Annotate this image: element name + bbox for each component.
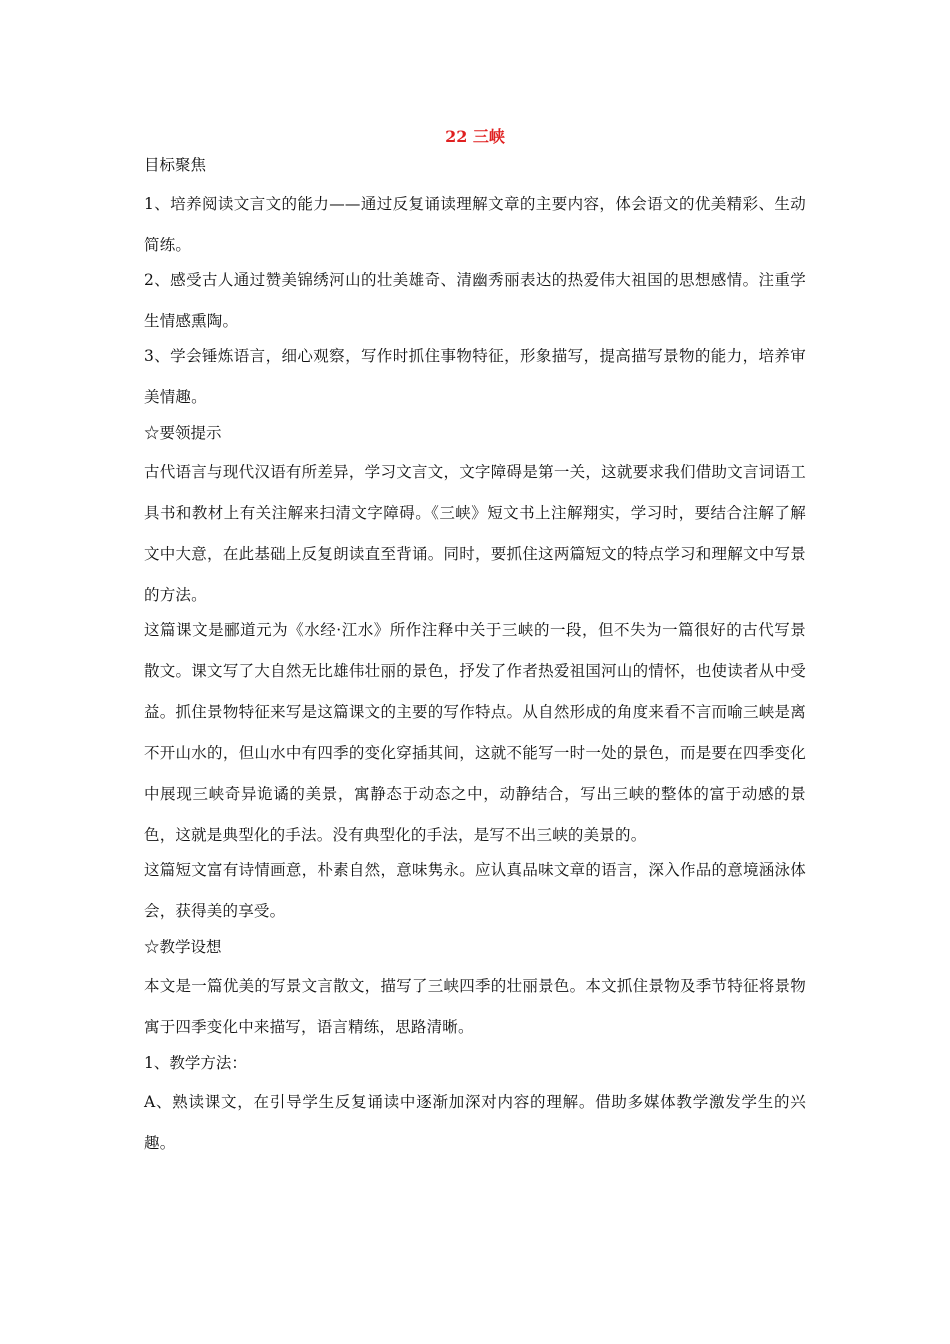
teaching-paragraph: 本文是一篇优美的写景文言散文，描写了三峡四季的壮丽景色。本文抓住景物及季节特征将景物寓于四季变化中来描写，语言精练，思路清晰。 bbox=[144, 977, 806, 1036]
tips-paragraph-3: 这篇短文富有诗情画意，朴素自然，意味隽永。应认真品味文章的语言，深入作品的意境涵泳体会，获得美的享受。 bbox=[144, 861, 806, 920]
goal-2-paragraph: 2、感受古人通过赞美锦绣河山的壮美雄奇、清幽秀丽表达的热爱伟大祖国的思想感情。注重学生情感熏陶。 bbox=[144, 271, 806, 330]
tips-paragraph-1: 古代语言与现代汉语有所差异，学习文言文，文字障碍是第一关，这就要求我们借助文言词语工具书和教材上有关注解来扫清文字障碍。《三峡》短文书上注解翔实，学习时，要结合注解了解文中大意，在此基础上反复朗读直至背诵。同时，要抓住这两篇短文的特点学习和理解文中写景的方法。 bbox=[144, 463, 806, 604]
document-page bbox=[144, 124, 806, 1164]
tips-paragraph-2: 这篇课文是郦道元为《水经·江水》所作注释中关于三峡的一段，但不失为一篇很好的古代写景散文。课文写了大自然无比雄伟壮丽的景色，抒发了作者热爱祖国河山的情怀，也使读者从中受益。抓住景物特征来写是这篇课文的主要的写作特点。从自然形成的角度来看不言而喻三峡是离不开山水的，但山水中有四季的变化穿插其间，这就不能写一时一处的景色，而是要在四季变化中展现三峡奇异诡谲的美景，寓静态于动态之中，动静结合，写出三峡的整体的富于动感的景色，这就是典型化的手法。没有典型化的手法，是写不出三峡的美景的。 bbox=[144, 621, 806, 844]
section-heading-teaching: ☆教学设想 bbox=[144, 938, 222, 956]
section-heading-tips: ☆要领提示 bbox=[144, 424, 222, 442]
subheading-methods: 1、教学方法： bbox=[144, 1054, 247, 1072]
goal-3-paragraph: 3、学会锤炼语言，细心观察，写作时抓住事物特征，形象描写，提高描写景物的能力，培养审美情趣。 bbox=[144, 347, 806, 406]
section-heading-goals: 目标聚焦 bbox=[144, 156, 207, 174]
method-a-paragraph: A、熟读课文，在引导学生反复诵读中逐渐加深对内容的理解。借助多媒体教学激发学生的兴趣。 bbox=[144, 1093, 806, 1152]
goal-1-paragraph: 1、培养阅读文言文的能力——通过反复诵读理解文章的主要内容，体会语文的优美精彩、生动简练。 bbox=[144, 195, 806, 254]
document-title: 22 三峡 bbox=[445, 127, 505, 146]
